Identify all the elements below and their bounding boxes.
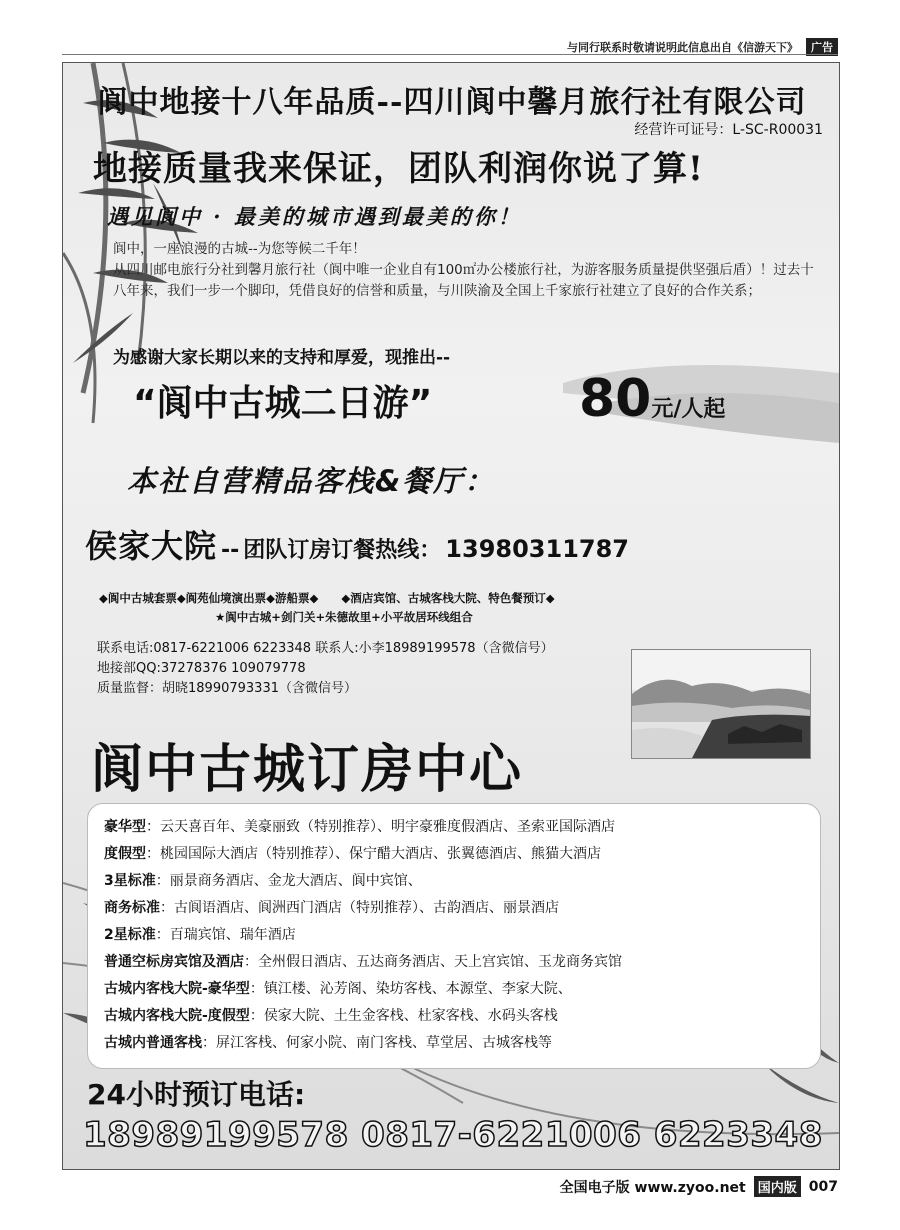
tour-name: “阆中古城二日游” xyxy=(133,383,433,424)
hotel-row xyxy=(104,1032,552,1052)
hotel-row xyxy=(104,978,572,998)
booking-phones: 18989199578 0817-6221006 6223348 xyxy=(83,1115,823,1155)
hotel-separator: ： xyxy=(155,927,170,943)
hotel-row xyxy=(104,870,422,890)
hotel-category: 商务标准 xyxy=(104,900,160,916)
intro-line: 阆中，一座浪漫的古城--为您等候二千年！ xyxy=(113,241,366,257)
hotel-names: 桃园国际大酒店（特别推荐）、保宁醋大酒店、张翼德酒店、熊猫大酒店 xyxy=(160,846,601,862)
hotel-names: 全州假日酒店、五达商务酒店、天上宫宾馆、玉龙商务宾馆 xyxy=(258,954,622,970)
hotel-names: 百瑞宾馆、瑞年酒店 xyxy=(169,927,296,943)
top-rule xyxy=(62,54,838,55)
company-title: 阆中地接十八年品质--四川阆中馨月旅行社有限公司 xyxy=(97,85,807,120)
intro-text xyxy=(113,239,818,302)
hotel-category: 普通空标房宾馆及酒店 xyxy=(104,954,244,970)
hotel-row xyxy=(104,816,615,836)
tagline: 遇见阆中 · 最美的城市遇到最美的你！ xyxy=(107,204,522,229)
hotel-row xyxy=(104,924,296,944)
hotel-category: 3星标准 xyxy=(104,873,156,889)
hotel-names: 丽景商务酒店、金龙大酒店、阆中宾馆、 xyxy=(169,873,422,889)
hotline-dash: -- xyxy=(221,538,240,563)
inn-title: 本社自营精品客栈&餐厅： xyxy=(127,464,496,498)
hotel-row xyxy=(104,897,559,917)
contact-phone-line: 联系电话:0817-6221006 6223348 联系人:小李18989199578（含微信号） xyxy=(97,641,554,656)
price-number: 80 xyxy=(579,369,652,429)
contact-info xyxy=(97,639,554,699)
booking-center-title: 阆中古城订房中心 xyxy=(91,740,524,800)
hotel-names: 屏江客栈、何家小院、南门客栈、草堂居、古城客栈等 xyxy=(216,1035,552,1051)
scenic-photo xyxy=(631,649,811,759)
services-line: ◆阆中古城套票◆阆苑仙境演出票◆游船票◆ ◆酒店宾馆、古城客栈大院、特色餐预订◆ xyxy=(99,591,555,605)
contact-supervisor-line: 质量监督：胡晓18990793331（含微信号） xyxy=(97,681,357,696)
hotel-row xyxy=(104,1005,558,1025)
hotel-names: 云天喜百年、美豪丽致（特别推荐）、明宇豪雅度假酒店、圣索亚国际酒店 xyxy=(160,819,615,835)
intro-paragraph: 从四川邮电旅行分社到馨月旅行社（阆中唯一企业自有100㎡办公楼旅行社，为游客服务质量提供坚强后盾）！过去十八年来，我们一步一个脚印，凭借良好的信誉和质量，与川陕渝及全国上千家旅行社建立了良好的合作关系； xyxy=(113,262,814,299)
booking-label: 24小时预订电话: xyxy=(87,1078,306,1111)
hotel-separator: ： xyxy=(244,954,258,970)
group-hotline xyxy=(85,521,825,567)
thanks-line: 为感谢大家长期以来的支持和厚爱，现推出-- xyxy=(113,348,451,368)
hotel-separator: ： xyxy=(249,981,264,997)
footer xyxy=(560,1176,838,1197)
advertisement xyxy=(62,62,840,1170)
slogan: 地接质量我来保证，团队利润你说了算! xyxy=(93,149,704,189)
price-unit: 元/人起 xyxy=(651,397,726,422)
hotel-separator: ： xyxy=(202,1035,216,1051)
hotel-names: 镇江楼、沁芳阁、染坊客栈、本源堂、李家大院、 xyxy=(263,981,572,997)
hotel-separator: ： xyxy=(155,873,170,889)
hotline-label: 团队订房订餐热线： xyxy=(243,538,442,563)
hotel-category: 古城内客栈大院-度假型 xyxy=(104,1008,250,1024)
hotel-separator: ： xyxy=(160,900,174,916)
price xyxy=(579,369,725,429)
ad-tag: 广告 xyxy=(806,38,838,56)
hotel-separator: ： xyxy=(146,846,160,862)
hotel-category: 古城内客栈大院-豪华型 xyxy=(104,981,250,997)
inn-name: 侯家大院 xyxy=(85,527,218,565)
hotel-category: 度假型 xyxy=(104,846,146,862)
hotel-list xyxy=(87,803,821,1069)
contact-qq-line: 地接部QQ:37278376 109079778 xyxy=(97,661,306,676)
edition-tag: 国内版 xyxy=(754,1176,801,1197)
page-number: 007 xyxy=(808,1178,838,1195)
hotel-names: 古阆语酒店、阆洲西门酒店（特别推荐）、古韵酒店、丽景酒店 xyxy=(174,900,559,916)
footer-site: 全国电子版 www.zyoo.net xyxy=(559,1179,746,1196)
services xyxy=(99,589,555,627)
hotel-row xyxy=(104,843,601,863)
source-note: 与同行联系时敬请说明此信息出自《信游天下》 xyxy=(567,41,798,54)
hotel-separator: ： xyxy=(249,1008,264,1024)
services-line: ★阆中古城+剑门关+朱德故里+小平故居环线组合 xyxy=(215,610,473,624)
license-number: 经营许可证号：L-SC-R00031 xyxy=(634,122,823,138)
hotline-phone: 13980311787 xyxy=(445,535,629,563)
hotel-names: 侯家大院、土生金客栈、杜家客栈、水码头客栈 xyxy=(263,1008,558,1024)
hotel-category: 豪华型 xyxy=(104,819,146,835)
hotel-row xyxy=(104,951,622,971)
hotel-separator: ： xyxy=(146,819,160,835)
hotel-category: 2星标准 xyxy=(104,927,156,943)
hotel-category: 古城内普通客栈 xyxy=(104,1035,202,1051)
